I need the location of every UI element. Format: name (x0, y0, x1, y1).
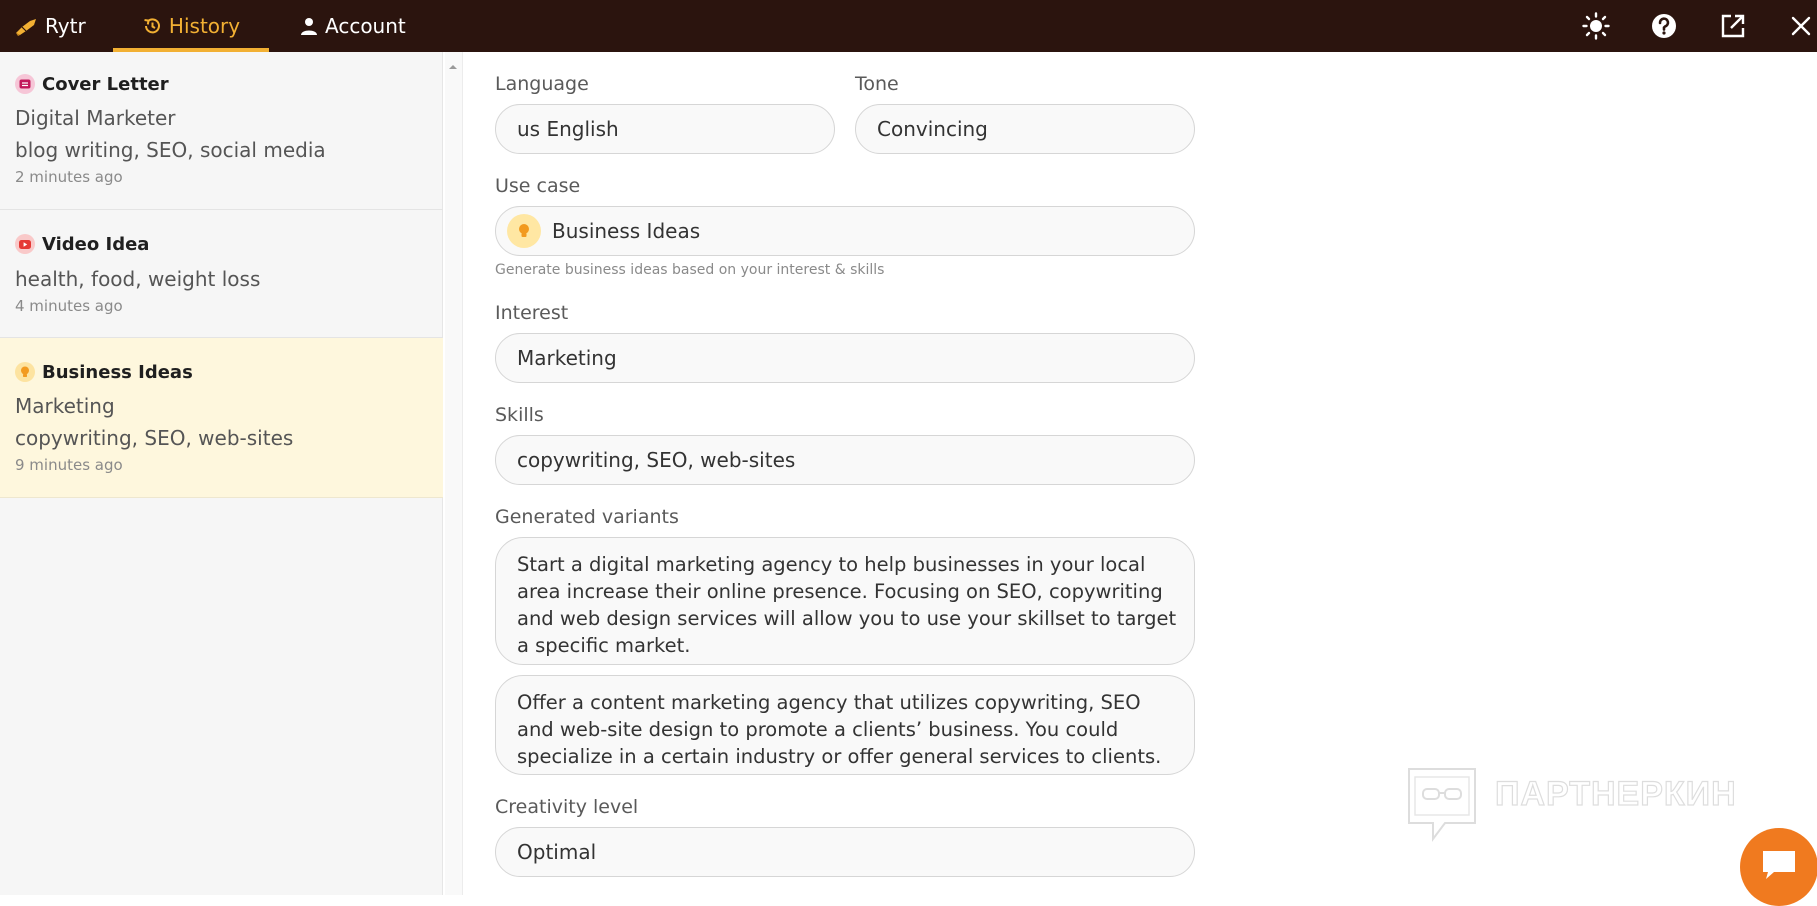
lightbulb-icon (15, 362, 35, 382)
history-item-line: Marketing (15, 394, 115, 418)
tone-value: Convincing (877, 117, 988, 141)
generated-variant[interactable]: Start a digital marketing agency to help businesses in your local area increase their online presence. Focusing on SEO, copywriting and web design services will allow you to use your skillset to target a specific market. (495, 537, 1195, 665)
close-icon[interactable] (1783, 8, 1817, 44)
history-item-line: blog writing, SEO, social media (15, 138, 326, 162)
interest-input[interactable] (495, 333, 1195, 383)
tone-select[interactable] (855, 104, 1195, 154)
interest-label: Interest (495, 302, 569, 324)
history-item-cover-letter[interactable] (0, 52, 443, 210)
creativity-select[interactable] (495, 827, 1195, 877)
skills-value: copywriting, SEO, web-sites (517, 448, 796, 472)
lightbulb-icon (507, 214, 541, 248)
history-item-line: copywriting, SEO, web-sites (15, 426, 294, 450)
watermark (1405, 765, 1767, 845)
history-item-title: Video Idea (42, 233, 150, 255)
watermark-text: ПАРТНЕРКИН (1495, 775, 1737, 813)
history-sidebar (0, 52, 443, 895)
tab-account[interactable] (300, 0, 406, 52)
history-item-business-ideas[interactable] (0, 338, 443, 498)
help-icon[interactable] (1646, 8, 1682, 44)
sidebar-scrollbar[interactable] (445, 52, 463, 895)
usecase-value: Business Ideas (552, 219, 701, 243)
tone-label: Tone (855, 73, 899, 95)
language-select[interactable] (495, 104, 835, 154)
history-item-title: Business Ideas (42, 361, 193, 383)
usecase-select[interactable] (495, 206, 1195, 256)
language-value: us English (517, 117, 619, 141)
rytr-logo-icon (14, 15, 38, 37)
history-item-time: 2 minutes ago (15, 168, 123, 186)
logo-label: Rytr (45, 14, 86, 38)
generated-variants-label: Generated variants (495, 506, 679, 528)
interest-value: Marketing (517, 346, 617, 370)
history-item-header (15, 232, 428, 256)
generated-variant[interactable]: Offer a content marketing agency that utilizes copywriting, SEO and web-site design to promote a clients’ business. You could specialize in a certain industry or offer general services to clients. (495, 675, 1195, 775)
usecase-label: Use case (495, 175, 581, 197)
skills-label: Skills (495, 404, 544, 426)
top-navigation-bar (0, 0, 1817, 52)
sun-icon[interactable] (1578, 8, 1614, 44)
history-icon (142, 16, 162, 36)
history-item-video-idea[interactable] (0, 210, 443, 338)
history-label: History (168, 14, 241, 38)
chat-bubble-icon (1760, 848, 1798, 886)
youtube-icon (15, 234, 35, 254)
creativity-value: Optimal (517, 840, 597, 864)
cover-letter-icon (15, 74, 35, 94)
account-label: Account (325, 14, 406, 38)
language-label: Language (495, 73, 589, 95)
rytr-logo-link[interactable] (14, 0, 86, 52)
history-item-header (15, 360, 428, 384)
history-item-line: Digital Marketer (15, 106, 176, 130)
user-icon (300, 17, 318, 35)
history-item-time: 4 minutes ago (15, 297, 123, 315)
creativity-label: Creativity level (495, 796, 639, 818)
history-item-header (15, 72, 428, 96)
history-item-line: health, food, weight loss (15, 267, 261, 291)
scroll-up-arrow-icon[interactable] (446, 57, 460, 67)
tab-history[interactable] (113, 0, 269, 52)
chat-button[interactable] (1740, 828, 1817, 906)
external-link-icon[interactable] (1715, 8, 1751, 44)
skills-input[interactable] (495, 435, 1195, 485)
history-item-time: 9 minutes ago (15, 456, 123, 474)
usecase-hint: Generate business ideas based on your interest & skills (495, 262, 885, 278)
history-item-title: Cover Letter (42, 73, 169, 95)
watermark-logo-icon (1405, 765, 1479, 843)
